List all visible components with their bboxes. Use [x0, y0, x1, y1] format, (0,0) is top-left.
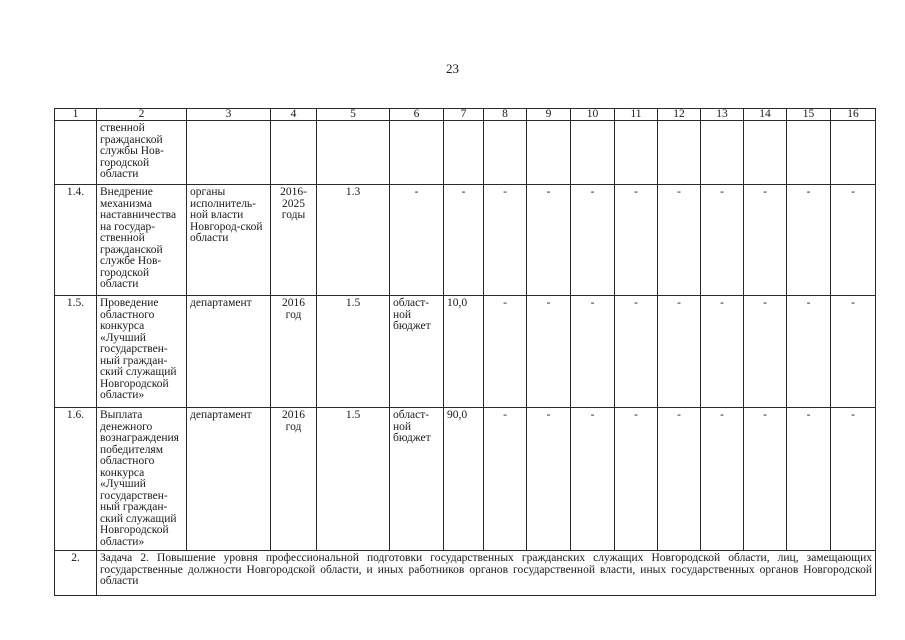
- value-cell: -: [831, 296, 876, 408]
- value-cell: [571, 121, 615, 185]
- value-cell: [831, 121, 876, 185]
- value-cell: [701, 121, 744, 185]
- value-cell: -: [831, 408, 876, 551]
- header-cell: 9: [527, 109, 571, 121]
- value-cell: 90,0: [444, 408, 484, 551]
- period-cell: 2016-2025 годы: [271, 185, 317, 296]
- value-cell: [787, 121, 831, 185]
- header-cell: 7: [444, 109, 484, 121]
- task-description-cell: Задача 2. Повышение уровня профессиональной подготовки государственных гражданских служащих Новгородской области, лиц, замещающих государственные должности Новгородской области, и иных работников органов государственной власти, иных государственных органов Новгородской области: [97, 551, 876, 596]
- header-cell: 3: [187, 109, 271, 121]
- period-cell: 2016 год: [271, 408, 317, 551]
- target-indicator-cell: 1.5: [317, 408, 390, 551]
- value-cell: [744, 121, 787, 185]
- task-row: [55, 551, 876, 596]
- value-cell: -: [615, 185, 658, 296]
- value-cell: [444, 121, 484, 185]
- target-indicator-cell: 1.5: [317, 296, 390, 408]
- value-cell: -: [787, 185, 831, 296]
- period-cell: [271, 121, 317, 185]
- funding-source-cell: -: [390, 185, 444, 296]
- value-cell: -: [615, 408, 658, 551]
- value-cell: -: [744, 408, 787, 551]
- header-cell: 4: [271, 109, 317, 121]
- value-cell: -: [787, 296, 831, 408]
- executor-cell: департамент: [187, 296, 271, 408]
- header-cell: 13: [701, 109, 744, 121]
- header-cell: 6: [390, 109, 444, 121]
- row-number-cell: 1.6.: [55, 408, 97, 551]
- target-indicator-cell: 1.3: [317, 185, 390, 296]
- table-row: [55, 121, 876, 185]
- table-row: [55, 185, 876, 296]
- funding-source-cell: област-ной бюджет: [390, 296, 444, 408]
- value-cell: -: [571, 296, 615, 408]
- value-cell: [484, 121, 527, 185]
- funding-source-cell: [390, 121, 444, 185]
- row-number-cell: 1.5.: [55, 296, 97, 408]
- target-indicator-cell: [317, 121, 390, 185]
- header-cell: 14: [744, 109, 787, 121]
- funding-source-cell: област-ной бюджет: [390, 408, 444, 551]
- value-cell: -: [444, 185, 484, 296]
- task-number-cell: 2.: [55, 551, 97, 596]
- value-cell: -: [658, 185, 701, 296]
- executor-cell: органы исполнитель-ной власти Новгород-ской области: [187, 185, 271, 296]
- value-cell: 10,0: [444, 296, 484, 408]
- header-cell: 12: [658, 109, 701, 121]
- row-number-cell: [55, 121, 97, 185]
- executor-cell: [187, 121, 271, 185]
- value-cell: -: [571, 185, 615, 296]
- row-number-cell: 1.4.: [55, 185, 97, 296]
- header-cell: 15: [787, 109, 831, 121]
- activity-name-cell: Выплата денежного вознаграждения победителям областного конкурса «Лучший государствен-ный граждан-ский служащий Новгородской области»: [97, 408, 187, 551]
- value-cell: [658, 121, 701, 185]
- activities-table: [54, 108, 876, 596]
- value-cell: [615, 121, 658, 185]
- table-row: [55, 408, 876, 551]
- value-cell: [527, 121, 571, 185]
- header-cell: 11: [615, 109, 658, 121]
- header-cell: 16: [831, 109, 876, 121]
- page-number: 23: [446, 61, 459, 76]
- value-cell: -: [484, 408, 527, 551]
- value-cell: -: [571, 408, 615, 551]
- value-cell: -: [701, 185, 744, 296]
- header-cell: 10: [571, 109, 615, 121]
- value-cell: -: [787, 408, 831, 551]
- activity-name-cell: Внедрение механизма наставничества на государ-ственной гражданской службе Нов-городской области: [97, 185, 187, 296]
- header-row: [55, 109, 876, 121]
- activity-name-cell: Проведение областного конкурса «Лучший государствен-ный граждан-ский служащий Новгородской области»: [97, 296, 187, 408]
- value-cell: -: [484, 185, 527, 296]
- executor-cell: департамент: [187, 408, 271, 551]
- value-cell: -: [744, 185, 787, 296]
- header-cell: 2: [97, 109, 187, 121]
- table-row: [55, 296, 876, 408]
- value-cell: -: [484, 296, 527, 408]
- value-cell: -: [701, 408, 744, 551]
- activity-name-cell: ственной гражданской службы Нов-городской области: [97, 121, 187, 185]
- value-cell: -: [527, 296, 571, 408]
- value-cell: -: [744, 296, 787, 408]
- header-cell: 8: [484, 109, 527, 121]
- value-cell: -: [658, 296, 701, 408]
- header-cell: 5: [317, 109, 390, 121]
- value-cell: -: [831, 185, 876, 296]
- value-cell: -: [658, 408, 701, 551]
- value-cell: -: [615, 296, 658, 408]
- header-cell: 1: [55, 109, 97, 121]
- value-cell: -: [701, 296, 744, 408]
- value-cell: -: [527, 185, 571, 296]
- period-cell: 2016 год: [271, 296, 317, 408]
- value-cell: -: [527, 408, 571, 551]
